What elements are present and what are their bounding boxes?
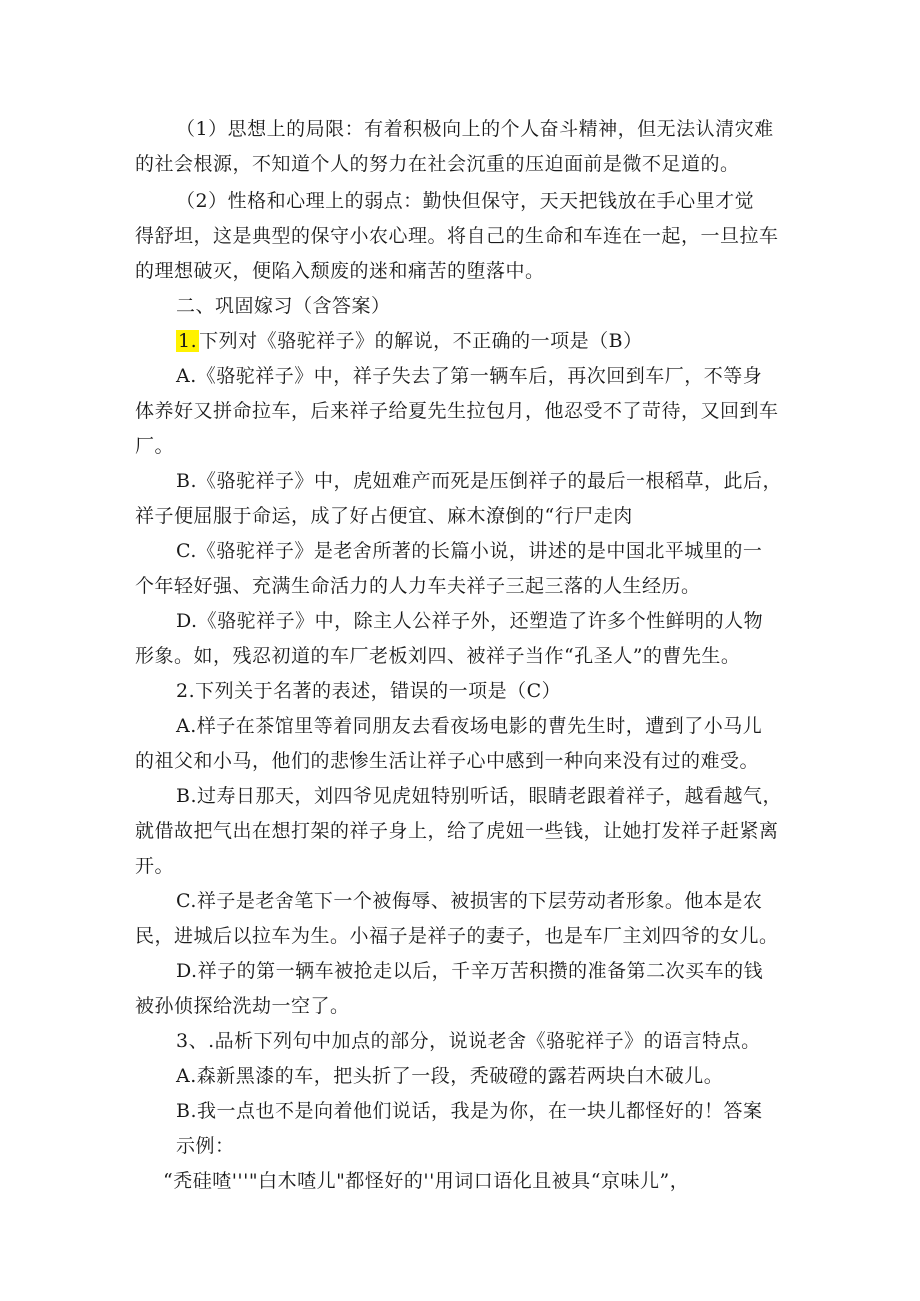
option-line: 就借故把气出在想打架的祥子身上，给了虎妞一些钱，让她打发祥子赶紧离 [135,820,779,842]
option-line: 体养好又拼命拉车，后来祥子给夏先生拉包月，他忍受不了苛待，又回到车 [135,400,779,422]
option-line: A.森新黑漆的车，把头折了一段，秃破磴的露若两块白木破儿。 [176,1065,724,1087]
answer-line: “秃硅喳'''"白木喳儿"都怪好的''用词口语化且被具“京味儿”， [163,1170,690,1192]
paragraph-line: 的社会根源，不知道个人的努力在社会沉重的压迫面前是微不足道的。 [135,153,740,175]
option-line: 祥子便屈服于命运，成了好占便宜、麻木潦倒的“行尸走肉 [135,505,633,527]
option-line: A.样子在茶馆里等着同朋友去看夜场电影的曹先生时，遭到了小马儿 [176,715,763,737]
paragraph-line: 得舒坦，这是典型的保守小农心理。将自己的生命和车连在一起，一旦拉车 [135,225,779,247]
option-line: D.祥子的第一辆车被抢走以后，千辛万苦积攒的准备第二次买车的钱 [176,960,764,982]
option-line: 开。 [135,855,175,877]
answer-label: 示例： [176,1135,235,1157]
option-line: 个年轻好强、充满生命活力的人力车夫祥子三起三落的人生经历。 [135,575,701,597]
option-line: B.我一点也不是向着他们说话，我是为你，在一块儿都怪好的！答案 [176,1100,763,1122]
question-text: 下列对《骆驼祥子》的解说，不正确的一项是（B） [199,330,643,352]
option-line: C.《骆驼祥子》是老舍所著的长篇小说，讲述的是中国北平城里的一 [176,540,763,562]
question-1 [176,329,643,353]
paragraph-line: 的理想破灭，便陷入颓废的迷和痛苦的堕落中。 [135,260,545,282]
option-line: 厂。 [135,435,175,457]
option-line: B.过寿日那天，刘四爷见虎妞特别听话，眼睛老跟着祥子，越看越气， [176,785,783,807]
option-line: A.《骆驼祥子》中，祥子失去了第一辆车后，再次回到车厂，不等身 [176,365,763,387]
option-line: 民，进城后以拉车为生。小福子是祥子的妻子，也是车厂主刘四爷的女儿。 [135,925,779,947]
question-2: 2.下列关于名著的表述，错误的一项是（C） [176,680,562,702]
option-line: C.祥子是老舍笔下一个被侮辱、被损害的下层劳动者形象。他本是农 [176,890,763,912]
option-line: D.《骆驼祥子》中，除主人公祥子外，还塑造了许多个性鲜明的人物 [176,610,764,632]
option-line: B.《骆驼祥子》中，虎妞难产而死是压倒祥子的最后一根稻草，此后， [176,470,783,492]
question-3: 3、.品析下列句中加点的部分，说说老舍《骆驼祥子》的语言特点。 [176,1030,761,1052]
paragraph-line: （1）思想上的局限：有着积极向上的个人奋斗精神，但无法认清灾难 [176,118,774,140]
option-line: 的祖父和小马，他们的悲惨生活让祥子心中感到一种向来没有过的难受。 [135,750,760,772]
section-heading: 二、巩固嫁习（含答案） [176,295,391,317]
option-line: 被孙侦探给洗劫一空了。 [135,995,350,1017]
paragraph-line: （2）性格和心理上的弱点：勤快但保守，天天把钱放在手心里才觉 [176,190,755,212]
option-line: 形象。如，残忍初道的车厂老板刘四、被祥子当作“孔圣人”的曹先生。 [135,645,741,667]
highlighted-question-number: 1. [178,330,198,352]
